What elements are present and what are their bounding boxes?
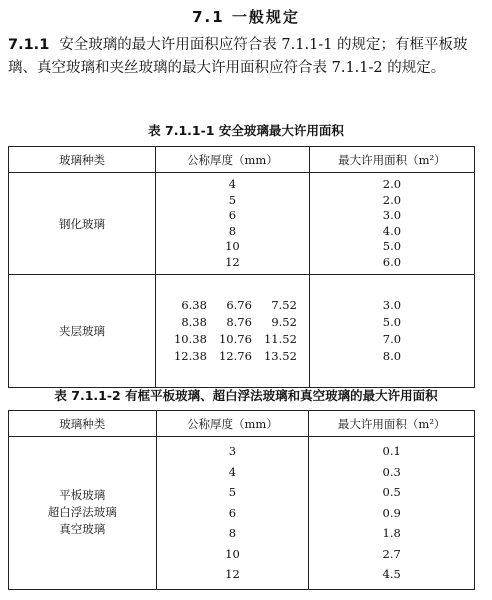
table1-header-row xyxy=(9,147,475,173)
table-cell: 4.0 xyxy=(382,223,402,238)
table-cell: 4 xyxy=(228,464,237,479)
table-cell: 0.5 xyxy=(382,485,401,499)
table-cell: 平板玻璃 xyxy=(59,488,106,503)
table2-thickness xyxy=(156,437,309,590)
clause-paragraph xyxy=(8,34,486,80)
table-cell: 0.3 xyxy=(382,464,401,479)
table1-area-laminated xyxy=(309,275,474,388)
table-cell: 3 xyxy=(228,444,237,458)
table-cell: 超白浮法玻璃 xyxy=(47,505,117,520)
table2-header-thickness: 公称厚度（mm） xyxy=(156,411,309,437)
table-cell: 10.38 xyxy=(173,332,207,346)
table1-caption: 表 7.1.1-1 安全玻璃最大许用面积 xyxy=(148,123,344,138)
table1-type-tempered: 钢化玻璃 xyxy=(9,173,156,275)
table-cell: 6.76 xyxy=(226,298,252,312)
table-cell: 6.38 xyxy=(181,298,207,312)
table2-types xyxy=(9,437,157,590)
table-cell: 13.52 xyxy=(263,349,297,363)
table1-header-type: 玻璃种类 xyxy=(9,147,156,173)
table-cell: 1.8 xyxy=(382,526,401,540)
table2-header-row xyxy=(9,411,475,437)
thickness-row xyxy=(156,348,309,365)
table-cell: 8.38 xyxy=(181,315,207,329)
table-cell: 12.38 xyxy=(173,349,207,363)
table-cell: 11.52 xyxy=(263,332,297,346)
section-title: 7.1 一般规定 xyxy=(192,8,300,26)
table-cell: 5.0 xyxy=(382,239,402,253)
thickness-row xyxy=(156,314,309,331)
table-cell: 8 xyxy=(228,526,237,540)
table-cell: 2.0 xyxy=(382,177,402,191)
table1-row-tempered xyxy=(9,173,475,275)
table-cell: 7.52 xyxy=(271,298,297,312)
table-cell: 6 xyxy=(228,208,237,222)
table-cell: 12.76 xyxy=(218,349,252,363)
table-cell: 0.1 xyxy=(382,444,401,458)
table-cell: 5 xyxy=(228,192,237,207)
table-cell: 2.0 xyxy=(382,192,402,207)
table-cell: 5 xyxy=(228,485,237,499)
table-cell: 8 xyxy=(228,223,237,238)
table1-area-tempered xyxy=(309,173,474,275)
table2-body-row xyxy=(9,437,475,590)
thickness-row xyxy=(156,297,309,314)
table-cell: 4.5 xyxy=(382,567,401,581)
table-cell: 3.0 xyxy=(382,298,402,312)
table-cell: 10 xyxy=(225,239,240,253)
table2-header-area: 最大许用面积（m²） xyxy=(309,411,475,437)
table-safety-glass-area xyxy=(8,146,475,388)
table2-area xyxy=(309,437,475,590)
table-cell: 6.0 xyxy=(382,254,402,269)
table-cell: 7.0 xyxy=(382,332,402,346)
table2-header-type: 玻璃种类 xyxy=(9,411,157,437)
table-cell: 9.52 xyxy=(271,315,297,329)
table-cell: 5.0 xyxy=(382,315,402,329)
table-cell: 真空玻璃 xyxy=(59,522,106,537)
table-cell: 12 xyxy=(225,567,240,581)
table2-caption: 表 7.1.1-2 有框平板玻璃、超白浮法玻璃和真空玻璃的最大许用面积 xyxy=(54,388,438,403)
clause-text: 安全玻璃的最大许用面积应符合表 7.1.1-1 的规定；有框平板玻璃、真空玻璃和夹丝玻璃的最大许用面积应符合表 7.1.1-2 的规定。 xyxy=(8,37,468,76)
table-cell: 6 xyxy=(228,505,237,520)
table1-thickness-laminated xyxy=(156,275,310,388)
table-cell: 3.0 xyxy=(382,208,402,222)
table-cell: 8.76 xyxy=(226,315,252,329)
table1-type-laminated: 夹层玻璃 xyxy=(9,275,156,388)
table-cell: 8.0 xyxy=(382,349,402,363)
table1-header-area: 最大许用面积（m²） xyxy=(309,147,474,173)
table-cell: 4 xyxy=(228,177,237,191)
table-cell: 12 xyxy=(225,254,240,269)
table1-thickness-tempered xyxy=(156,173,310,275)
table-cell: 10 xyxy=(225,546,240,561)
table-cell: 2.7 xyxy=(382,546,401,561)
table1-header-thickness: 公称厚度（mm） xyxy=(156,147,310,173)
table-cell: 0.9 xyxy=(382,505,401,520)
table1-row-laminated xyxy=(9,275,475,388)
thickness-row xyxy=(156,331,309,348)
table-cell: 10.76 xyxy=(218,332,252,346)
clause-number: 7.1.1 xyxy=(8,37,50,53)
table-framed-glass-area xyxy=(8,410,475,590)
